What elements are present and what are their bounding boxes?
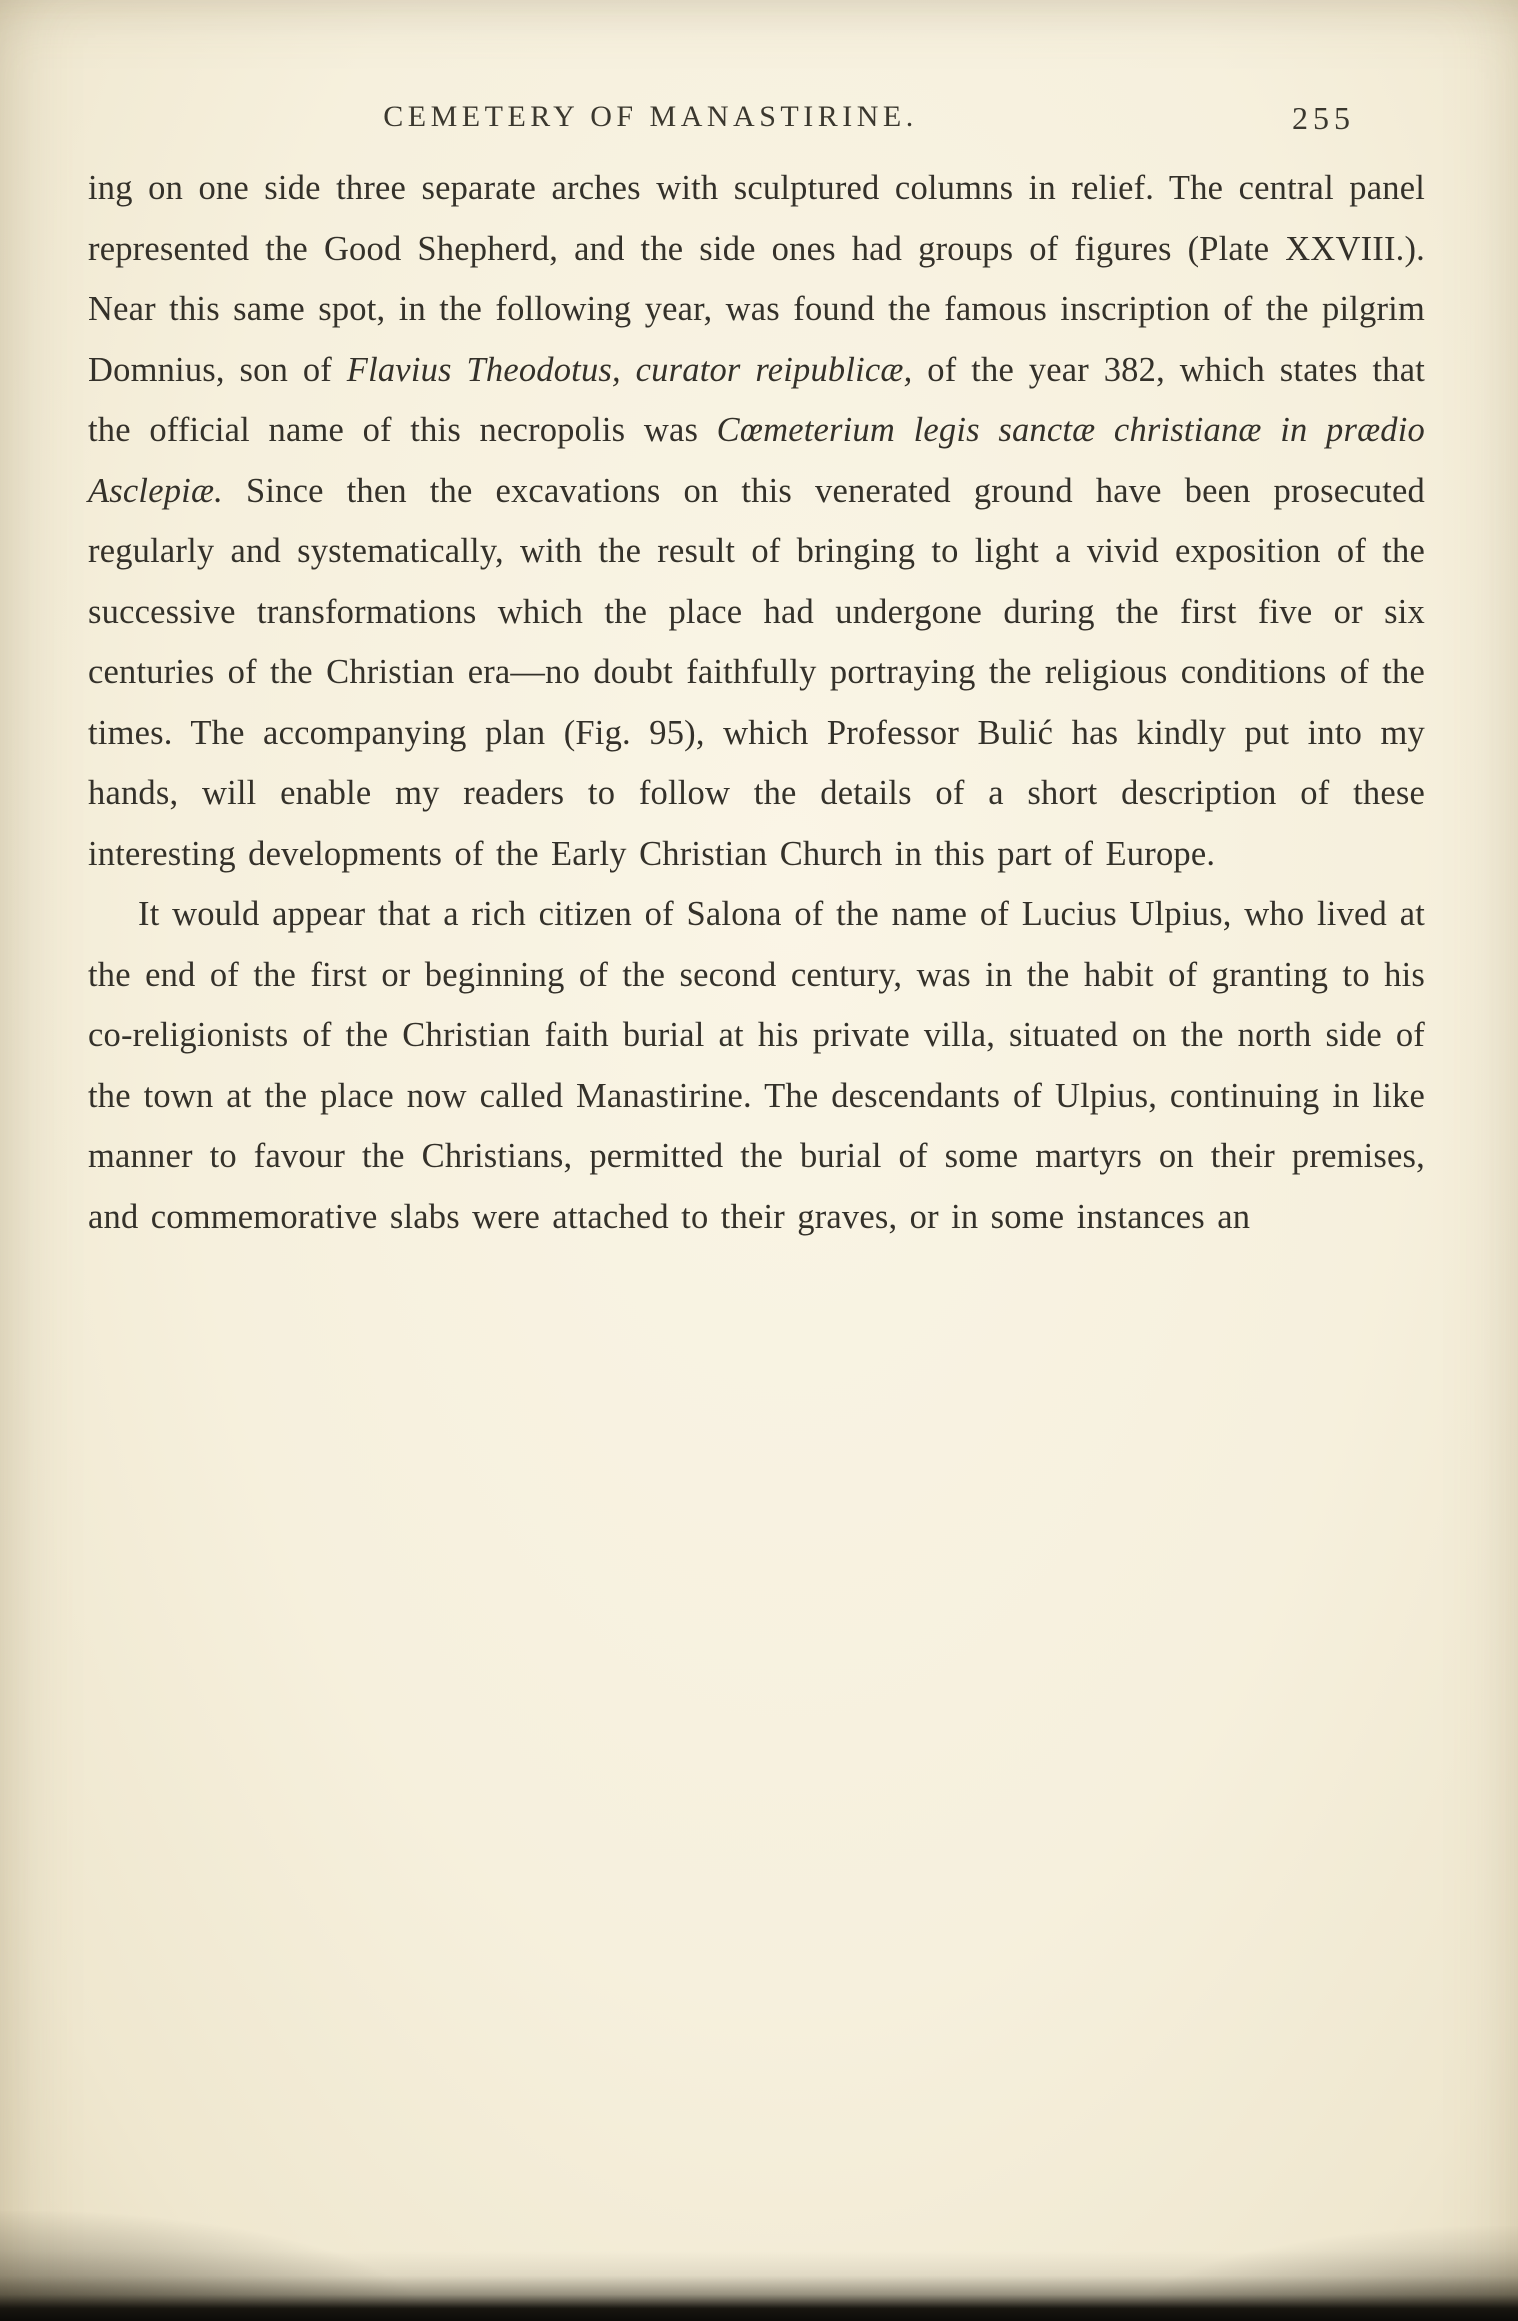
page-number: 255	[1292, 100, 1355, 136]
paragraph	[88, 884, 1425, 1247]
italic-text-run: Flavius Theodotus, curator reipublicæ,	[346, 350, 913, 389]
text-run: ing on one side three separate arches with sculptured columns in relief. The central panel represented the Good Shepherd, and the side ones had groups of figures (Plate XXVIII.). Near this same spot, in the following year, was found the famous inscription of the pilgrim Domnius, son of	[88, 169, 1425, 389]
text-run: Since then the excavations on this venerated ground have been prosecuted regularly and systematically, with the result of bringing to light a vivid exposition of the successive transformations which the place had undergone during the first five or six centuries of the Christian era—no doubt faithfully portraying the religious conditions of the times. The accompanying plan (Fig. 95), which Professor Bulić has kindly put into my hands, will enable my readers to follow the details of a short description of these interesting developments of the Early Christian Church in this part of Europe.	[88, 471, 1425, 873]
page-body	[88, 158, 1425, 1247]
running-head	[88, 100, 1423, 144]
italic-text-run: Cœmeterium legis sanctæ christianæ in prædio Asclepiæ.	[88, 411, 1425, 510]
page-header-title: CEMETERY OF MANASTIRINE.	[383, 100, 918, 133]
text-run: of the year 382, which states that the official name of this necropolis was	[88, 350, 1425, 449]
page-bottom-edge	[0, 2251, 1518, 2321]
paragraph	[88, 158, 1425, 884]
text-run: It would appear that a rich citizen of Salona of the name of Lucius Ulpius, who lived at the end of the first or beginning of the second century, was in the habit of granting to his co-religionists of the Christian faith burial at his private villa, situated on the north side of the town at the place now called Manastirine. The descendants of Ulpius, continuing in like manner to favour the Christians, permitted the burial of some martyrs on their premises, and commemorative slabs were attached to their graves, or in some instances an	[88, 895, 1425, 1236]
